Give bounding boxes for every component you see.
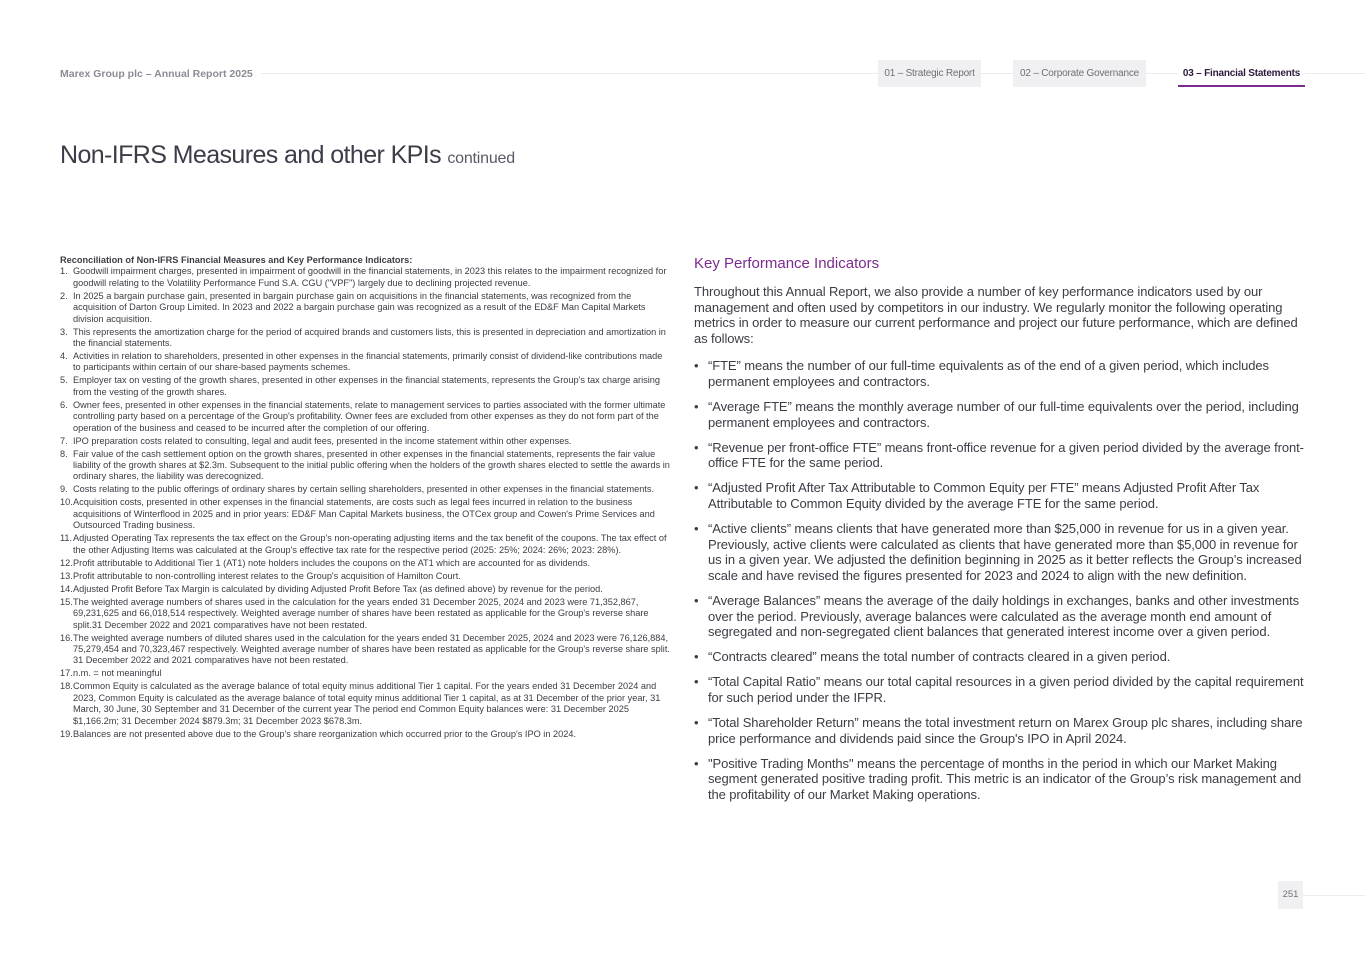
bullet-icon: •: [694, 358, 699, 374]
note-item: [60, 291, 672, 325]
kpi-intro: Throughout this Annual Report, we also provide a number of key performance indicators used by our management and often used by competitors in our industry. We regularly monitor the following operating metrics in order to measure our current performance and project our future performance, which are defined as follows:: [694, 284, 1298, 346]
reconciliation-notes: [60, 255, 672, 742]
note-item: [60, 633, 672, 667]
kpi-text: “Contracts cleared” means the total number of contracts cleared in a given period.: [708, 649, 1171, 665]
note-item: [60, 533, 672, 556]
tab-financial-statements[interactable]: 03 – Financial Statements: [1178, 60, 1305, 87]
note-text: Employer tax on vesting of the growth shares, presented in other expenses in the financial statements, represents the Group's tax charge arising from the vesting of the growth shares.: [73, 375, 661, 397]
kpi-item: [694, 358, 1309, 389]
bullet-icon: •: [694, 480, 699, 496]
note-text: IPO preparation costs related to consulting, legal and audit fees, presented in the income statement within other expenses.: [73, 435, 572, 446]
bullet-icon: •: [694, 649, 699, 665]
note-number: 1.: [60, 266, 68, 277]
tab-corporate-governance[interactable]: 02 – Corporate Governance: [1013, 60, 1146, 87]
kpi-item: [694, 521, 1309, 583]
kpi-item: [694, 756, 1309, 803]
kpi-list: [694, 358, 1309, 802]
page-title: [60, 141, 515, 170]
note-text: This represents the amortization charge for the period of acquired brands and customers lists, this is presented in depreciation and amortization in the financial statements.: [73, 326, 666, 349]
note-number: 17.: [60, 668, 73, 679]
reconciliation-heading: Reconciliation of Non-IFRS Financial Measures and Key Performance Indicators:: [60, 255, 413, 265]
note-item: [60, 681, 672, 727]
note-item: [60, 375, 672, 398]
note-item: [60, 497, 672, 531]
note-number: 4.: [60, 351, 68, 362]
note-number: 15.: [60, 596, 73, 607]
kpi-text: “Revenue per front-office FTE” means front-office revenue for a given period divided by the average front-office FTE for the same period.: [708, 439, 1304, 471]
note-number: 14.: [60, 583, 73, 594]
bullet-icon: •: [694, 399, 699, 415]
note-number: 2.: [60, 290, 68, 301]
kpi-item: [694, 715, 1309, 746]
kpi-heading: Key Performance Indicators: [694, 255, 880, 272]
note-number: 18.: [60, 681, 73, 692]
note-item: [60, 571, 672, 582]
page-title-text: Non-IFRS Measures and other KPIs: [60, 141, 441, 169]
page-number: 251: [1278, 881, 1303, 909]
kpi-item: [694, 649, 1309, 665]
kpi-item: [694, 593, 1309, 640]
kpi-item: [694, 440, 1309, 471]
bullet-icon: •: [694, 439, 699, 455]
note-number: 6.: [60, 399, 68, 410]
report-brand: Marex Group plc – Annual Report 2025: [60, 68, 261, 80]
note-text: Costs relating to the public offerings of ordinary shares by certain selling shareholders, presented in other expenses in the financial statements.: [73, 484, 655, 495]
note-text: Owner fees, presented in other expenses in the financial statements, relate to management services to parties associated with the former ultimate controlling party based on a percentage of the Group's profitability. Owner fees are excluded from other expenses as they do not form part of the operation of the business and ceased to be incurred after the completion of our offering.: [73, 399, 666, 433]
note-item: [60, 327, 672, 350]
note-number: 16.: [60, 632, 73, 643]
kpi-text: “Average Balances” means the average of the daily holdings in exchanges, banks and other investments over the period. Previously, average balances were calculated as the average month end amount of segregated and non-segregated client balances that generated interest income over a given period.: [708, 593, 1300, 640]
note-number: 7.: [60, 435, 68, 446]
note-item: [60, 449, 672, 483]
note-item: [60, 729, 672, 740]
note-text: Common Equity is calculated as the average balance of total equity minus additional Tier 1 capital. For the years ended 31 December 2024 and 2023, Common Equity is calculated as the average balance of total equity minus additional Tier 1 capital, as at 31 December of the prior year, 31 March, 30 June, 30 September and 31 December of the current year The period end Common Equity balances were: 31 December 2025 $1,166.2m; 31 December 2024 $879.3m; 31 December 2023 $678.3m.: [73, 681, 661, 726]
kpi-item: [694, 480, 1309, 511]
kpi-text: “Average FTE” means the monthly average number of our full-time equivalents over the period, including permanent employees and contractors.: [708, 399, 1299, 430]
note-item: [60, 668, 672, 679]
note-number: 19.: [60, 728, 73, 739]
kpi-section: [694, 255, 1309, 812]
note-number: 10.: [60, 497, 73, 508]
tab-strategic-report[interactable]: 01 – Strategic Report: [878, 60, 981, 87]
note-text: The weighted average numbers of shares used in the calculation for the years ended 31 December 2025, 2024 and 2023 were 71,352,867, 69,231,625 and 66,018,514 respectively. Weighted average number of shares have been restated as applicable for the Group's reverse share split.31 December 2022 and 2021 comparatives have not been restated.: [73, 596, 649, 630]
note-item: [60, 584, 672, 595]
note-item: [60, 597, 672, 631]
note-text: Fair value of the cash settlement option on the growth shares, presented in other expenses in the financial statements, represents the fair value liability of the growth shares at $2.3m. Subsequent to the initial public offering when the holders of the growth shares elected to settle the awards in ordinary shares, the liability was derecognized.: [73, 448, 670, 482]
note-text: Acquisition costs, presented in other expenses in the financial statements, are costs such as legal fees incurred in relation to the business acquisitions of Winterflood in 2025 and in prior years: ED&F Man Capital Markets business, the OTCex group and Cowen's Prime Services and Outsourced Trading business.: [73, 497, 655, 531]
notes-list: [60, 266, 672, 740]
bullet-icon: •: [694, 674, 699, 690]
kpi-item: [694, 674, 1309, 705]
note-item: [60, 266, 672, 289]
note-item: [60, 400, 672, 434]
kpi-item: [694, 399, 1309, 430]
note-text: Goodwill impairment charges, presented in impairment of goodwill in the financial statements, in 2023 this relates to the impairment recognized for goodwill relating to the Volatility Performance Fund S.A. CGU ("VPF") largely due to declining projected revenue.: [73, 266, 667, 288]
bullet-icon: •: [694, 715, 699, 731]
page-title-suffix: continued: [447, 150, 515, 167]
kpi-text: “Adjusted Profit After Tax Attributable to Common Equity per FTE” means Adjusted Profit After Tax Attributable to Common Equity divided by the average FTE for the same period.: [708, 480, 1260, 512]
note-number: 11.: [60, 533, 73, 544]
note-text: The weighted average numbers of diluted shares used in the calculation for the years ended 31 December 2025, 2024 and 2023 were 76,126,884, 75,279,454 and 70,323,467 respectively. Weighted average number of shares have been restated as applicable for the Group's reverse share split. 31 December 2022 and 2021 comparatives have not been restated.: [73, 632, 670, 666]
note-number: 8.: [60, 448, 68, 459]
note-number: 9.: [60, 484, 68, 495]
note-number: 5.: [60, 375, 68, 386]
kpi-text: “Total Shareholder Return” means the total investment return on Marex Group plc shares, including share price performance and dividends paid since the Group's IPO in April 2024.: [708, 715, 1303, 746]
note-item: [60, 436, 672, 447]
note-text: Adjusted Operating Tax represents the tax effect on the Group's non-operating adjusting items and the tax benefit of the coupons. The tax effect of the other Adjusting Items was calculated at the Group's effective tax rate for the respective period (2025: 25%; 2024: 26%; 2023: 28%).: [73, 533, 667, 555]
note-text: n.m. = not meaningful: [73, 668, 162, 679]
note-text: Adjusted Profit Before Tax Margin is calculated by dividing Adjusted Profit Before Tax (as defined above) by revenue for the period.: [73, 583, 603, 594]
bullet-icon: •: [694, 755, 699, 771]
note-text: Activities in relation to shareholders, presented in other expenses in the financial statements, primarily consist of dividend-like contributions made to participants within certain of our share-based payments schemes.: [73, 351, 663, 373]
note-item: [60, 351, 672, 374]
kpi-text: "Positive Trading Months" means the percentage of months in the period in which our Market Making segment generated positive trading profit. This metric is an indicator of the Group’s risk management and the profitability of our Market Making operations.: [708, 755, 1302, 802]
bullet-icon: •: [694, 593, 699, 608]
kpi-text: “Total Capital Ratio” means our total capital resources in a given period divided by the capital requirement for such period under the IFPR.: [708, 674, 1304, 705]
note-text: Profit attributable to Additional Tier 1 (AT1) note holders includes the coupons on the AT1 which are accounted for as dividends.: [73, 557, 591, 568]
note-text: Balances are not presented above due to the Group's share reorganization which occurred prior to the Group's IPO in 2024.: [73, 728, 576, 739]
note-text: Profit attributable to non-controlling interest relates to the Group's acquisition of Hamilton Court.: [73, 570, 461, 581]
note-item: [60, 558, 672, 569]
note-number: 3.: [60, 326, 68, 337]
footer-rule: [1303, 895, 1365, 896]
bullet-icon: •: [694, 521, 699, 537]
kpi-text: “FTE” means the number of our full-time equivalents as of the end of a given period, which includes permanent employees and contractors.: [708, 358, 1269, 389]
kpi-text: “Active clients” means clients that have generated more than $25,000 in revenue for us in a given year. Previously, active clients were calculated as clients that have generated more than $5,000 in revenue for us in a given year. We adjusted the definition beginning in 2025 as it better reflects the Group’s increased scale and have revised the figures presented for 2023 and 2024 to align with the new definition.: [708, 521, 1302, 583]
note-text: In 2025 a bargain purchase gain, presented in bargain purchase gain on acquisitions in the financial statements, was recognized from the acquisition of Darton Group Limited. In 2023 and 2022 a bargain purchase gain was recognized as a result of the ED&F Man Capital Markets division acquisition.: [73, 290, 646, 324]
note-number: 13.: [60, 570, 73, 581]
note-number: 12.: [60, 557, 73, 568]
note-item: [60, 484, 672, 495]
